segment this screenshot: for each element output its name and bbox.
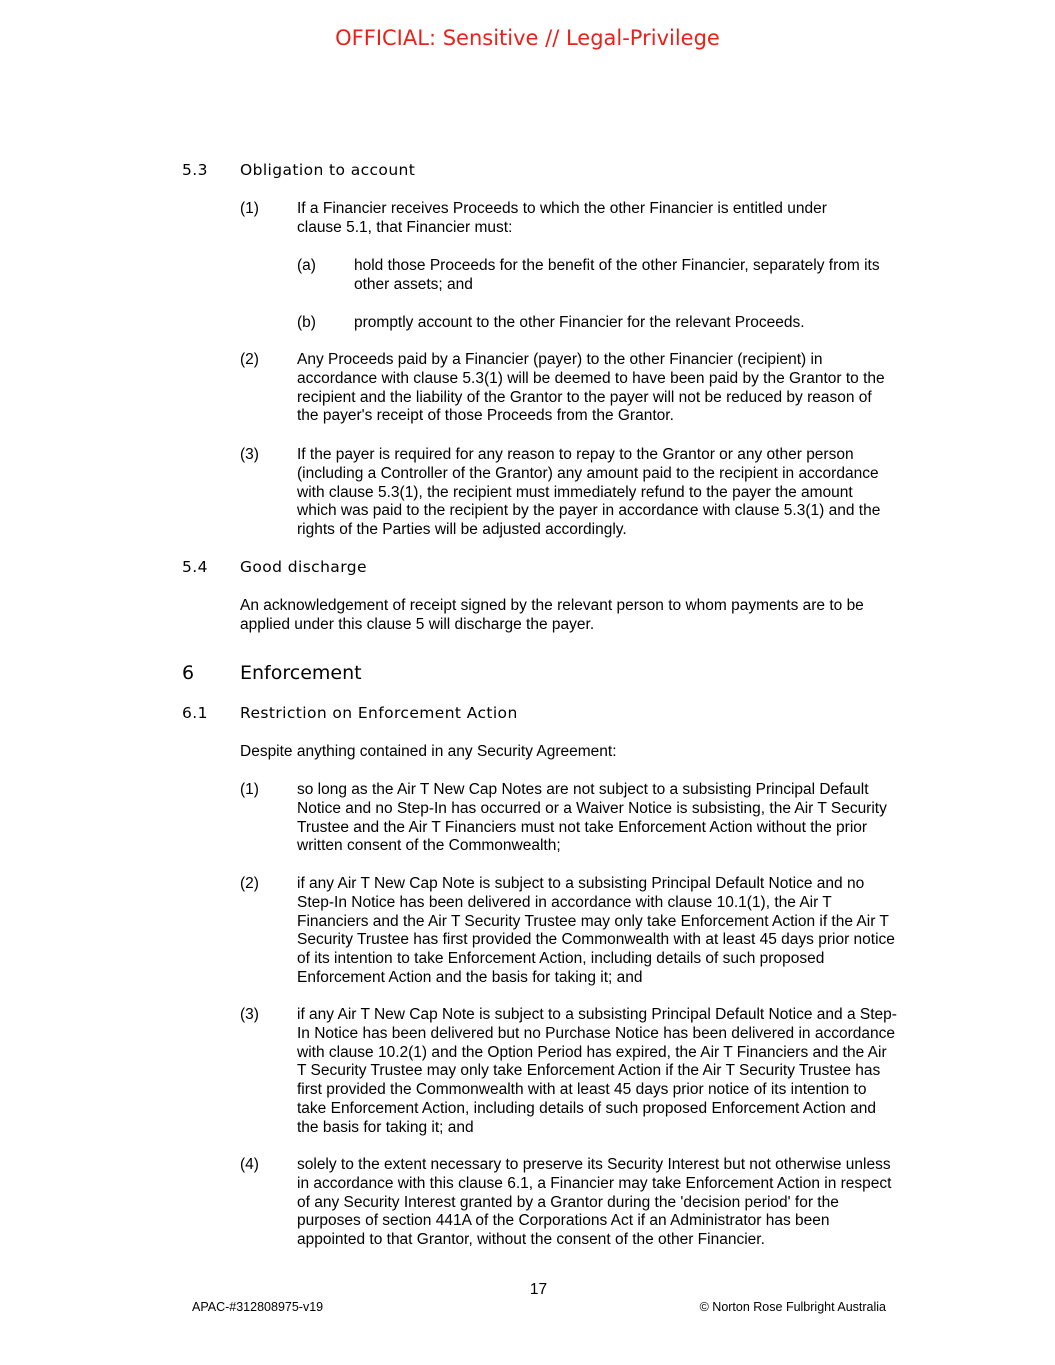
clause-text: if any Air T New Cap Note is subject to a subsisting Principal Default Notice and a Step-In Notice has been delivered but no Purchase Notice has been delivered in accordance with clause 10.2(1) and the Option Period has expired, the Air T Financiers and the Air T Security Trustee may only take Enforcement Action if the Air T Security Trustee has first provided the Commonwealth with at least 45 days prior notice of its intention to take Enforcement Action, including details of such proposed Enforcement Action and the basis for taking it; and: [297, 1006, 897, 1136]
clause-label: (2): [240, 351, 259, 368]
clause-label: (3): [240, 1006, 259, 1023]
heading-title: Enforcement: [240, 662, 362, 684]
classification-marking: OFFICIAL: Sensitive // Legal-Privilege: [335, 26, 720, 50]
heading-number: 6: [182, 662, 195, 684]
clause-label: (2): [240, 875, 259, 892]
clause-text: if any Air T New Cap Note is subject to a subsisting Principal Default Notice and no Step-In Notice has been delivered in accordance with clause 10.1(1), the Air T Financiers and the Air T Security Trustee may only take Enforcement Action if the Air T Security Trustee has first provided the Commonwealth with at least 45 days prior notice of its intention to take Enforcement Action, including details of such proposed Enforcement Action and the basis for taking it; and: [297, 875, 895, 986]
heading-number: 5.3: [182, 161, 208, 179]
clause-text: Any Proceeds paid by a Financier (payer) to the other Financier (recipient) in accordance with clause 5.3(1) will be deemed to have been paid by the Grantor to the recipient and the liability of the Grantor to the payer will not be reduced by reason of the payer's receipt of those Proceeds from the Grantor.: [297, 351, 885, 425]
clause-label: (b): [297, 314, 316, 331]
heading-title: Good discharge: [240, 558, 367, 576]
heading-number: 5.4: [182, 558, 208, 576]
clause-label: (4): [240, 1156, 259, 1173]
clause-label: (a): [297, 257, 316, 274]
heading-title: Obligation to account: [240, 161, 416, 179]
clause-6-1-intro: Despite anything contained in any Security Agreement:: [240, 743, 617, 760]
clause-text: If the payer is required for any reason to repay to the Grantor or any other person (including a Controller of the Grantor) any amount paid to the recipient in accordance with clause 5.3(1), the recipient must immediately refund to the payer the amount which was paid to the recipient by the payer in accordance with clause 5.3(1) and the rights of the Parties will be adjusted accordingly.: [297, 446, 881, 539]
clause-label: (1): [240, 781, 259, 798]
page-number: 17: [529, 1281, 548, 1298]
clause-text: promptly account to the other Financier for the relevant Proceeds.: [354, 314, 805, 331]
clause-text: If a Financier receives Proceeds to which the other Financier is entitled under clause 5.1, that Financier must:: [297, 200, 827, 236]
clause-label: (1): [240, 200, 259, 217]
heading-title: Restriction on Enforcement Action: [240, 704, 518, 722]
clause-label: (3): [240, 446, 259, 463]
clause-text: solely to the extent necessary to preserve its Security Interest but not otherwise unless in accordance with this clause 6.1, a Financier may take Enforcement Action in respect of any Security Interest granted by a Grantor during the 'decision period' for the purposes of section 441A of the Corporations Act if an Administrator has been appointed to that Grantor, without the consent of the other Financier.: [297, 1156, 892, 1249]
copyright-notice: © Norton Rose Fulbright Australia: [699, 1300, 886, 1314]
clause-text: so long as the Air T New Cap Notes are not subject to a subsisting Principal Default Notice and no Step-In has occurred or a Waiver Notice is subsisting, the Air T Security Trustee and the Air T Financiers must not take Enforcement Action without the prior written consent of the Commonwealth;: [297, 781, 887, 855]
heading-number: 6.1: [182, 704, 208, 722]
clause-5-4-body: An acknowledgement of receipt signed by the relevant person to whom payments are to be applied under this clause 5 will discharge the payer.: [240, 597, 864, 633]
document-id: APAC-#312808975-v19: [192, 1300, 324, 1314]
clause-text: hold those Proceeds for the benefit of the other Financier, separately from its other assets; and: [354, 257, 880, 293]
